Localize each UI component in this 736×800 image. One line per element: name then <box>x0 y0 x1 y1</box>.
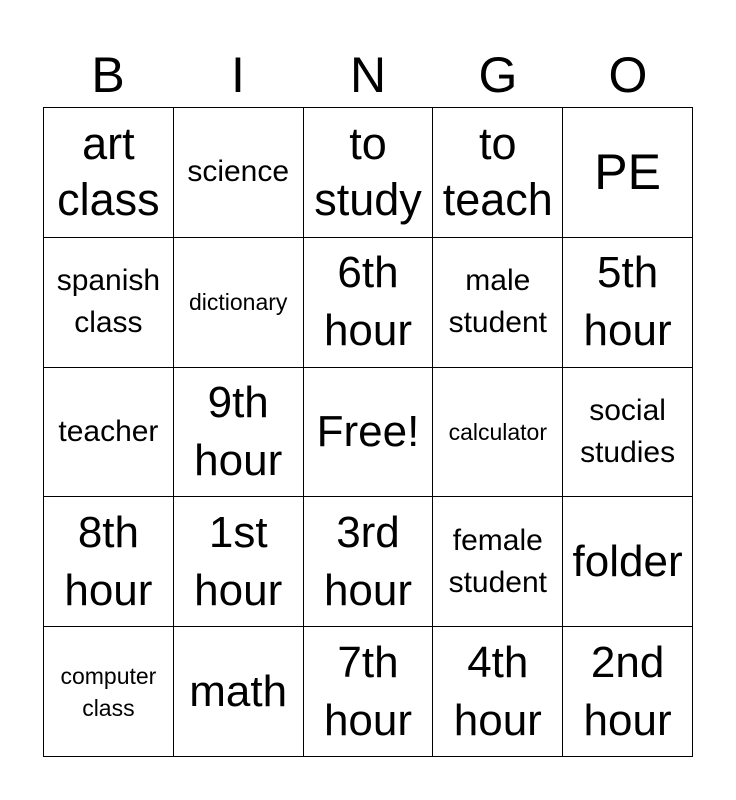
header-letter-b: B <box>91 47 125 103</box>
bingo-cell[interactable] <box>44 238 174 368</box>
bingo-cell[interactable] <box>304 108 434 238</box>
bingo-cell[interactable] <box>563 238 693 368</box>
bingo-cell[interactable] <box>44 627 174 757</box>
cell-label: social studies <box>580 393 676 469</box>
bingo-cell[interactable] <box>304 627 434 757</box>
bingo-cell[interactable] <box>563 108 693 238</box>
cell-label: 7th hour <box>323 637 413 745</box>
cell-label: art class <box>57 118 160 226</box>
cell-label: spanish class <box>56 264 161 340</box>
bingo-cell[interactable] <box>44 108 174 238</box>
cell-label: female student <box>448 523 547 599</box>
bingo-cell[interactable] <box>433 368 563 498</box>
header-letter-i: I <box>231 47 245 103</box>
bingo-cell[interactable] <box>174 108 304 238</box>
bingo-cell[interactable] <box>304 238 434 368</box>
cell-label: folder <box>572 536 683 586</box>
bingo-cell[interactable] <box>174 497 304 627</box>
bingo-cell[interactable] <box>433 497 563 627</box>
header-letter-n: N <box>349 47 387 103</box>
bingo-cell[interactable] <box>174 368 304 498</box>
bingo-cell[interactable] <box>433 238 563 368</box>
bingo-cell[interactable] <box>563 497 693 627</box>
cell-label: dictionary <box>188 289 288 316</box>
bingo-cell[interactable] <box>433 627 563 757</box>
cell-label: computer class <box>60 662 157 721</box>
bingo-cell[interactable] <box>304 497 434 627</box>
bingo-board <box>43 107 693 757</box>
cell-label: 3rd hour <box>323 507 413 615</box>
bingo-header <box>43 44 693 106</box>
header-letter-o: O <box>608 47 648 103</box>
bingo-cell[interactable] <box>174 238 304 368</box>
bingo-cell[interactable] <box>433 108 563 238</box>
cell-label: teacher <box>58 414 159 448</box>
free-space-label: Free! <box>316 406 420 456</box>
cell-label: 8th hour <box>64 507 153 615</box>
cell-label: PE <box>594 144 661 201</box>
cell-label: calculator <box>448 418 547 445</box>
cell-label: male student <box>448 264 547 340</box>
cell-label: 2nd hour <box>583 637 672 745</box>
cell-label: 4th hour <box>453 637 542 745</box>
bingo-cell[interactable] <box>563 627 693 757</box>
bingo-cell[interactable] <box>174 627 304 757</box>
header-letter-g: G <box>478 47 518 103</box>
cell-label: to study <box>314 118 422 226</box>
cell-label: 1st hour <box>194 507 283 615</box>
cell-label: 5th hour <box>583 248 672 356</box>
cell-label: math <box>189 666 288 716</box>
cell-label: 9th hour <box>194 377 283 485</box>
cell-label: 6th hour <box>323 248 413 356</box>
cell-label: to teach <box>442 118 553 226</box>
bingo-cell[interactable] <box>44 497 174 627</box>
bingo-cell[interactable] <box>563 368 693 498</box>
cell-label: science <box>187 155 290 189</box>
bingo-cell[interactable] <box>44 368 174 498</box>
bingo-cell-free[interactable] <box>304 368 434 498</box>
